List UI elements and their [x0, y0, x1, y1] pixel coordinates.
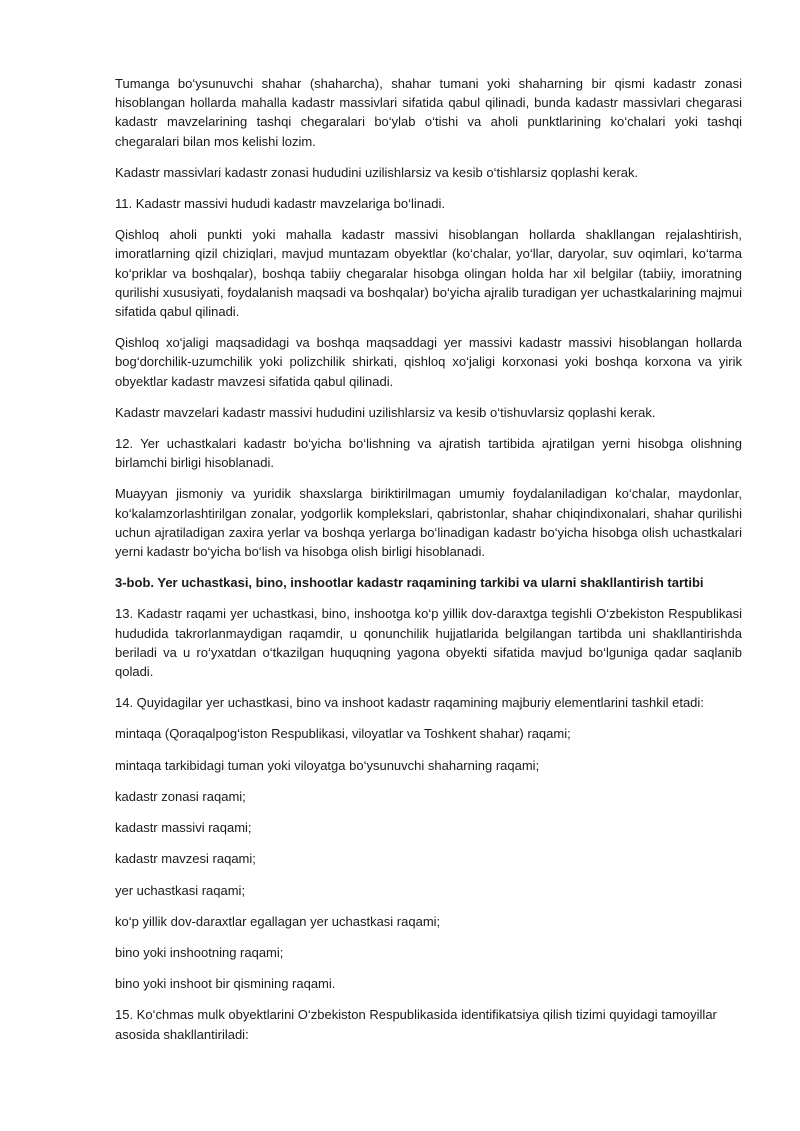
chapter-heading: 3-bob. Yer uchastkasi, bino, inshootlar kadastr raqamining tarkibi va ularni shakllantirish tartibi — [115, 575, 704, 591]
paragraph: 15. Ko‘chmas mulk obyektlarini O‘zbekiston Respublikasida identifikatsiya qilish tizimi quyidagi tamoyillar asosida shakllantiriladi: — [115, 1007, 717, 1042]
list-item: bino yoki inshootning raqami; — [115, 944, 284, 960]
document-page — [115, 74, 742, 1056]
paragraph: Tumanga bo‘ysunuvchi shahar (shaharcha), shahar tumani yoki shaharning bir qismi kadastr zonasi hisoblangan hollarda mahalla kadastr massivlari sifatida qabul qilinadi, bunda kadastr massivlari chegarasi kadastr mavzelarining tashqi chegaralari bo‘ylab o‘tishi va aholi punktlarining ko‘chalari yoki tashqi chegaralari bilan mos kelishi lozim. — [115, 76, 742, 149]
paragraph: Muayyan jismoniy va yuridik shaxslarga biriktirilmagan umumiy foydalaniladigan ko‘chalar, maydonlar, ko‘kalamzorlashtirilgan zonalar, yodgorlik komplekslari, qabristonlar, shahar chiqindixonalari, shahar qurilishi uchun ajratiladigan zaxira yerlar va boshqa yerlarga bo‘linadigan kadastr bo‘yicha hisobga olish uchastkalari yerni kadastr bo‘yicha bo‘lish va hisobga olish birligi hisoblanadi. — [115, 486, 742, 560]
list-item: yer uchastkasi raqami; — [115, 882, 246, 898]
paragraph: 14. Quyidagilar yer uchastkasi, bino va inshoot kadastr raqamining majburiy elementlarini tashkil etadi: — [115, 695, 704, 711]
paragraph: 11. Kadastr massivi hududi kadastr mavzelariga bo‘linadi. — [115, 196, 445, 212]
paragraph: 12. Yer uchastkalari kadastr bo‘yicha bo‘lishning va ajratish tartibida ajratilgan yerni hisobga olishning birlamchi birligi hisoblanadi. — [115, 436, 742, 471]
list-item: kadastr massivi raqami; — [115, 820, 252, 836]
list-item: mintaqa tarkibidagi tuman yoki viloyatga bo‘ysunuvchi shaharning raqami; — [115, 757, 540, 773]
paragraph: Qishloq aholi punkti yoki mahalla kadastr massivi hisoblangan hollarda shakllangan rejalashtirish, imoratlarning qizil chiziqlari, mavjud muntazam obyektlar (ko‘chalar, yo‘llar, daryolar, suv oqimlari, ko‘tarma ko‘priklar va boshqalar), boshqa tabiiy chegaralar hisobga olingan holda har xil belgilar (tabiiy, imoratning qurilishi xususiyati, foydalanish maqsadi va boshqalar) bo‘yicha ajralib turadigan yer uchastkalarining majmui sifatida qabul qilinadi. — [115, 227, 742, 320]
paragraph: Kadastr mavzelari kadastr massivi hududini uzilishlarsiz va kesib o‘tishuvlarsiz qoplashi kerak. — [115, 404, 656, 420]
paragraph: Kadastr massivlari kadastr zonasi hududini uzilishlarsiz va kesib o‘tishlarsiz qoplashi kerak. — [115, 164, 639, 180]
list-item: ko‘p yillik dov-daraxtlar egallagan yer uchastkasi raqami; — [115, 913, 441, 929]
list-item: kadastr mavzesi raqami; — [115, 851, 256, 867]
paragraph: Qishloq xo‘jaligi maqsadidagi va boshqa maqsaddagi yer massivi kadastr massivi hisoblangan hollarda bog‘dorchilik-uzumchilik yoki polizchilik shirkati, qishloq xo‘jaligi korxonasi yoki boshqa korxona va yirik obyektlar kadastr mavzesi sifatida qabul qilinadi. — [115, 335, 742, 389]
list-item: kadastr zonasi raqami; — [115, 788, 246, 804]
paragraph: 13. Kadastr raqami yer uchastkasi, bino, inshootga ko‘p yillik dov-daraxtga tegishli O‘zbekiston Respublikasi hududida takrorlanmaydigan raqamdir, u qonunchilik hujjatlarida belgilangan tartibda uni shakllantirishda beriladi va u ro‘yxatdan o‘tkazilgan huquqning yagona obyekti sifatida mavjud bo‘lguniga qadar saqlanib qoladi. — [115, 606, 742, 680]
list-item: mintaqa (Qoraqalpog‘iston Respublikasi, viloyatlar va Toshkent shahar) raqami; — [115, 726, 571, 742]
list-item: bino yoki inshoot bir qismining raqami. — [115, 976, 336, 992]
